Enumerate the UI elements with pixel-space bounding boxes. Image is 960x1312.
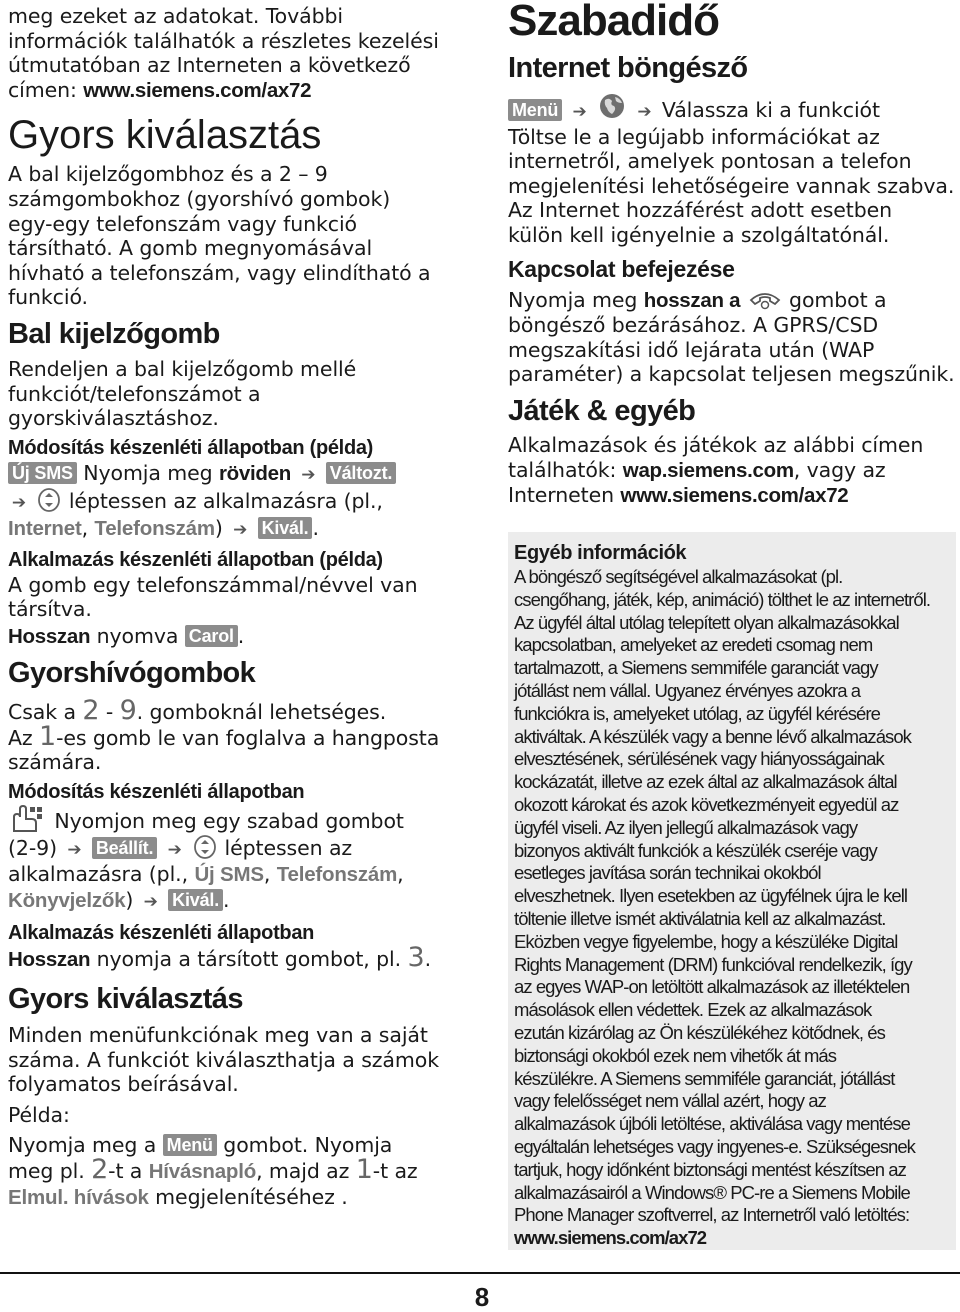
menu-text: megjelenítéséhez . xyxy=(148,1184,348,1209)
speed-text: Az xyxy=(8,725,40,750)
browser-steps xyxy=(508,92,956,125)
step-text: Nyomjon meg egy szabad gombot xyxy=(48,809,404,834)
quick-line: számgombokhoz (gyorshívó gombok) xyxy=(8,186,391,211)
games-line xyxy=(508,483,956,509)
menu-text: gombot. Nyomja xyxy=(216,1133,393,1158)
info-box-body xyxy=(514,566,950,1250)
info-line: Rights Management (DRM) funkcióval rendelkezik, így xyxy=(514,953,912,975)
step-line xyxy=(8,805,470,834)
separator: . xyxy=(223,887,230,912)
menu-line xyxy=(8,1154,470,1185)
info-line: tartjuk, hogy időnként biztonsági mentést készítsen az xyxy=(514,1158,906,1180)
separator: , xyxy=(81,515,95,540)
info-line: elveszhetnek. Ilyen esetekben az ügyfélnek újra le kell xyxy=(514,885,908,907)
app-line: A gomb egy telefonszámmal/névvel van xyxy=(8,572,418,597)
step-text: Válassza ki a funkciót xyxy=(655,98,880,122)
speed-text: Csak a xyxy=(8,700,83,725)
info-line: biztonsági okokból ezek nem vihetők át más xyxy=(514,1044,837,1066)
menu-softkey[interactable]: Menü xyxy=(163,1134,217,1156)
left-column xyxy=(8,0,470,1210)
menu-text: , majd az xyxy=(256,1159,356,1183)
speed-text: . gomboknál lehetséges. xyxy=(136,700,387,725)
browser-line: külön kell igényelnie a szolgáltatónál. xyxy=(508,222,890,247)
info-line: Eközben vegye figyelembe, hogy a készüléke Digital xyxy=(514,930,898,952)
right-arrow-icon: ➔ xyxy=(637,102,652,122)
info-line: egyáltalán lehetséges vagy ingyenes-e. Szükségesnek xyxy=(514,1135,915,1157)
intro-line xyxy=(8,78,470,104)
select-softkey[interactable]: Kivál. xyxy=(258,517,313,539)
speed-line xyxy=(8,720,470,752)
info-line: kapcsolatban, amelyeket az eredeti csomag nem xyxy=(514,634,873,656)
right-arrow-icon: ➔ xyxy=(67,839,82,860)
info-line: alkalmazásairól a Windows® PC-re a Siemens Mobile xyxy=(514,1181,910,1203)
speed-dial-title: Gyorshívógombok xyxy=(8,657,256,690)
info-line: A böngésző segítségével alkalmazásokat (pl. xyxy=(514,566,843,587)
call-log-term: Hívásnapló xyxy=(148,1160,257,1183)
quick-select-title: Gyors kiválasztás xyxy=(8,113,322,158)
info-line: ezután kizárólag az Ön készülékéhez kötődnek, és xyxy=(514,1021,885,1043)
hand-press-icon xyxy=(8,805,48,833)
internet-term: Internet xyxy=(8,516,82,540)
menu-line xyxy=(8,1133,470,1158)
info-line: tartalmazott, a Siemens semmiféle garanciát vagy xyxy=(514,657,878,679)
digit-key: 2 xyxy=(82,695,100,727)
digit-key: 1 xyxy=(39,720,57,752)
menu-line: száma. A funkciót kiválaszthatja a számok xyxy=(8,1047,439,1072)
intro-line: meg ezeket az adatokat. További xyxy=(8,4,344,28)
phone-term: Telefonszám xyxy=(94,516,215,540)
info-line: vagy felelősséget nem vállal azért, hogy az xyxy=(514,1090,826,1112)
left-key-app-title: Alkalmazás készenléti állapotban (példa) xyxy=(8,548,383,571)
menu-text: Nyomja meg a xyxy=(8,1133,163,1158)
phone-term: Telefonszám xyxy=(276,863,398,887)
disconnect-text: Nyomja meg xyxy=(508,287,644,312)
menu-line: folyamatos beírásával. xyxy=(8,1072,239,1097)
quick-select-menu-title: Gyors kiválasztás xyxy=(8,983,243,1016)
info-box xyxy=(508,532,956,1250)
step-text: (2-9) xyxy=(8,835,64,860)
left-key-paragraph xyxy=(8,357,470,431)
info-line: bizonyos aktivált funkciók a készülék cseréje vagy xyxy=(514,839,877,861)
info-line: okozott károkat és azok következményeit egyedül az xyxy=(514,793,899,815)
app-line xyxy=(8,942,470,974)
menu-text: -t a xyxy=(108,1159,149,1183)
select-softkey[interactable]: Kivál. xyxy=(168,889,223,911)
separator: ) xyxy=(125,887,140,912)
digit-key: 1 xyxy=(355,1154,373,1185)
step-text: léptessen az alkalmazásra (pl., xyxy=(62,489,383,514)
info-line: az egyes WAP-on letöltött alkalmazások az illetéktelen xyxy=(514,976,910,998)
browser-line: Töltse le a legújabb információkat az xyxy=(508,124,880,149)
speed-app-title: Alkalmazás készenléti állapotban xyxy=(8,922,315,945)
right-column xyxy=(508,0,956,1260)
long-press-text: Hosszan xyxy=(8,624,91,648)
nav-key-icon xyxy=(36,487,62,513)
speed-change-steps xyxy=(8,805,470,914)
briefly-text: röviden xyxy=(219,461,291,485)
change-softkey[interactable]: Változt. xyxy=(326,462,396,484)
quick-line: hívható a telefonszám, vagy elindítható a xyxy=(8,260,431,285)
step-line xyxy=(8,834,470,863)
games-line: Alkalmazások és játékok az alábbi címen xyxy=(508,432,924,457)
speed-dial-paragraph xyxy=(8,695,470,775)
disconnect-line: paraméter) a kapcsolat teljesen megszűnik. xyxy=(508,362,955,387)
speed-text: -es gomb le van foglalva a hangposta xyxy=(56,725,440,750)
disconnect-text: gombot a xyxy=(782,287,887,312)
speed-change-title: Módosítás készenléti állapotban xyxy=(8,781,305,804)
info-line: másolások ellen védettek. Ezek az alkalmazások xyxy=(514,999,872,1021)
info-line: esetleges javítása során technikai okokból xyxy=(514,862,821,884)
app-line: társítva. xyxy=(8,597,92,622)
games-title: Játék & egyéb xyxy=(508,394,696,427)
intro-text: címen: xyxy=(8,77,84,102)
disconnect-title: Kapcsolat befejezése xyxy=(508,255,735,282)
menu-softkey[interactable]: Menü xyxy=(508,99,562,121)
step-line xyxy=(8,487,470,516)
info-line: Phone Manager szoftverrel, az Internetről való letöltés: xyxy=(514,1204,910,1226)
new-sms-softkey[interactable]: Új SMS xyxy=(8,462,77,484)
nav-key-icon xyxy=(192,834,218,860)
games-text: Interneten xyxy=(508,483,621,508)
right-arrow-icon: ➔ xyxy=(167,839,182,860)
leisure-title: Szabadidő xyxy=(508,0,720,45)
menu-text: -t az xyxy=(372,1159,418,1183)
left-key-line: Rendeljen a bal kijelzőgomb mellé xyxy=(8,356,357,381)
end-call-icon xyxy=(747,290,783,312)
info-url: www.siemens.com/ax72 xyxy=(514,1227,707,1249)
info-line: csengőhang, játék, kép, animáció) tölthet le az internetről. xyxy=(514,588,931,610)
digit-key: 9 xyxy=(119,695,137,727)
info-line: készülékre. A Siemens semmiféle garanciát, jótállást xyxy=(514,1067,895,1089)
step-line xyxy=(8,461,470,488)
disconnect-line xyxy=(508,288,956,314)
bookmarks-term: Könyvjelzők xyxy=(8,888,126,912)
games-line xyxy=(508,458,956,484)
quick-select-menu-paragraph xyxy=(8,1023,470,1210)
separator: . xyxy=(424,947,431,972)
step-text: nyomva xyxy=(90,623,185,648)
step-text: léptessen az xyxy=(218,835,353,860)
right-arrow-icon: ➔ xyxy=(143,891,158,912)
info-line: töltenie illetve ismét aktiválatnia kell az alkalmazást. xyxy=(514,907,886,929)
globe-icon xyxy=(597,92,627,122)
right-arrow-icon: ➔ xyxy=(233,519,248,540)
left-key-change-title: Módosítás készenléti állapotban (példa) xyxy=(8,436,374,459)
left-key-line: gyorskiválasztáshoz. xyxy=(8,406,219,431)
browser-line: internetről, amelyek pontosan a telefon xyxy=(508,149,912,174)
quick-line: társítható. A gomb megnyomásával xyxy=(8,236,373,261)
example-label: Példa: xyxy=(8,1102,70,1127)
intro-url: www.siemens.com/ax72 xyxy=(83,78,312,102)
speed-text: - xyxy=(99,700,120,725)
quick-line: funkció. xyxy=(8,285,88,310)
menu-line xyxy=(8,1185,470,1211)
info-line: funkciókra is, amelyeket utólag, az ügyfél kérésére xyxy=(514,702,880,724)
info-line: elvesztésének, sérülésének vagy hiányosságainak xyxy=(514,748,884,770)
step-line xyxy=(8,516,470,543)
new-sms-term: Új SMS xyxy=(194,863,264,887)
wap-url: wap.siemens.com xyxy=(622,458,794,482)
set-softkey[interactable]: Beállít. xyxy=(92,837,157,859)
info-line: Az ügyfél által utólag telepített olyan alkalmazásokkal xyxy=(514,611,899,633)
games-text: , vagy az xyxy=(793,457,886,482)
step-text: Nyomja meg xyxy=(76,460,219,485)
right-arrow-icon: ➔ xyxy=(301,464,316,485)
intro-paragraph xyxy=(8,4,470,103)
digit-key: 3 xyxy=(407,942,425,974)
speed-app-paragraph xyxy=(8,942,470,974)
carol-softkey[interactable]: Carol xyxy=(185,625,238,647)
page-number: 8 xyxy=(474,1282,490,1312)
disconnect-line: megszakítási idő lejárata után (WAP xyxy=(508,337,875,362)
games-text: találhatók: xyxy=(508,457,623,482)
separator: . xyxy=(237,623,245,648)
web-url: www.siemens.com/ax72 xyxy=(620,484,849,508)
step-line xyxy=(8,888,470,915)
browser-paragraph xyxy=(508,125,956,248)
menu-line: Minden menüfunkciónak meg van a saját xyxy=(8,1023,428,1048)
intro-line: útmutatóban az Interneten a következő xyxy=(8,53,411,78)
left-key-title: Bal kijelzőgomb xyxy=(8,317,220,350)
browser-title: Internet böngésző xyxy=(508,52,748,84)
separator: , xyxy=(397,862,404,887)
left-key-app-paragraph xyxy=(8,573,470,650)
long-press-text: Hosszan xyxy=(8,948,91,972)
right-arrow-icon: ➔ xyxy=(11,493,27,514)
info-line: ügyfél viseli. Az ilyen jellegű alkalmazások vagy xyxy=(514,816,858,838)
speed-line xyxy=(8,695,470,727)
info-line: aktiváltak. A készülék vagy a benne lévő alkalmazások xyxy=(514,725,911,747)
right-arrow-icon: ➔ xyxy=(572,102,587,122)
quick-select-paragraph xyxy=(8,162,470,310)
speed-line: számára. xyxy=(8,750,102,775)
step-line xyxy=(8,862,470,888)
quick-line: A bal kijelzőgombhoz és a 2 – 9 xyxy=(8,162,328,187)
info-line: alkalmazások újbóli letöltése, aktiválása vagy mentése xyxy=(514,1113,911,1135)
info-box-title: Egyéb információk xyxy=(514,542,687,564)
menu-text: meg pl. xyxy=(8,1159,92,1183)
step-text: nyomja a társított gombot, pl. xyxy=(90,947,408,972)
disconnect-paragraph xyxy=(508,288,956,387)
browser-line: Az Internet hozzáférést adott esetben xyxy=(508,198,893,223)
digit-key: 2 xyxy=(91,1154,109,1185)
separator: . xyxy=(312,515,319,540)
left-key-change-steps xyxy=(8,461,470,543)
footer-rule xyxy=(0,1272,960,1274)
separator: , xyxy=(263,862,277,887)
separator: ) xyxy=(214,515,223,540)
intro-line: információk találhatók a részletes kezelési xyxy=(8,28,439,53)
info-line: jótállást nem vállal. Ugyanez érvényes azokra a xyxy=(514,679,861,701)
disconnect-line: böngésző bezárásához. A GPRS/CSD xyxy=(508,313,879,338)
long-press-text: hosszan a xyxy=(643,288,741,312)
step-line xyxy=(508,92,956,125)
left-key-line: funkciót/telefonszámot a xyxy=(8,381,261,406)
info-line: kockázatát, illetve az ezek által az alkalmazások által xyxy=(514,771,897,793)
app-line xyxy=(8,624,470,650)
games-paragraph xyxy=(508,433,956,509)
step-text: alkalmazásra (pl., xyxy=(8,862,195,887)
browser-line: megjelenítési lehetőségeire vannak szabva. xyxy=(508,173,955,198)
missed-calls-term: Elmul. hívások xyxy=(8,1185,149,1209)
quick-line: egy-egy telefonszám vagy funkció xyxy=(8,211,358,236)
